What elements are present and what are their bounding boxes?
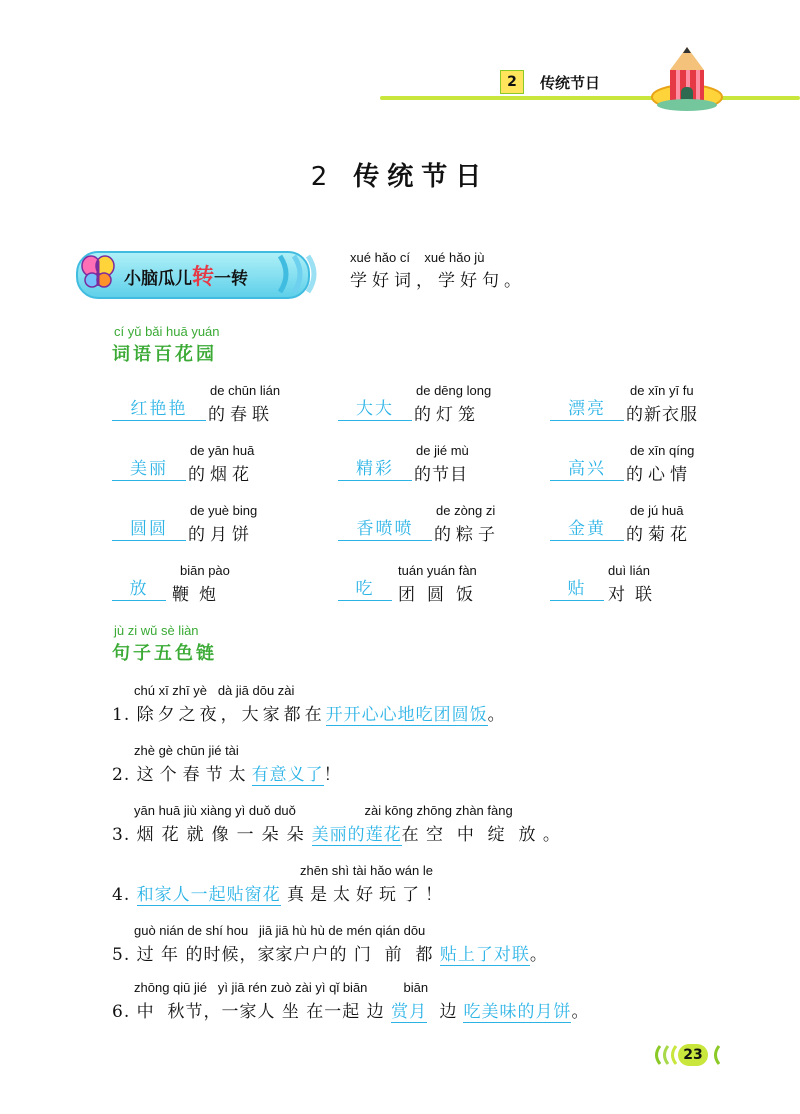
- sentence: [112, 760, 342, 785]
- word-text: 的粽子: [434, 525, 500, 545]
- sentence-end: ！: [323, 765, 342, 785]
- sentence-num: 2.: [112, 765, 131, 785]
- header-lesson-badge: [500, 70, 524, 94]
- word-text: 团圆饭: [398, 585, 485, 605]
- sentence-pinyin: chú xī zhī yè dà jiā dōu zài: [134, 683, 295, 698]
- sentence: [112, 880, 448, 905]
- blank-answer[interactable]: 漂亮: [550, 398, 624, 421]
- sentence-pinyin: yān huā jiù xiàng yì duǒ duǒ zài kōng zhōng zhàn fàng: [134, 803, 513, 818]
- sentence-text: 烟花就像一朵朵: [136, 825, 312, 845]
- section2-title: 句子五色链: [112, 643, 217, 664]
- sentence: [112, 700, 506, 725]
- word-text: 的烟花: [188, 465, 254, 485]
- word-pinyin: duì lián: [608, 563, 650, 578]
- sentence-answer[interactable]: 美丽的莲花: [311, 825, 402, 845]
- word-pinyin: de dēng long: [416, 383, 492, 398]
- word-text: 的节目: [414, 465, 468, 485]
- sentence-end: 。: [487, 705, 506, 725]
- word-pinyin: de jú huā: [630, 503, 684, 518]
- banner-label-right: 一转: [214, 269, 249, 289]
- banner-label-left: 小脑瓜儿: [124, 269, 192, 289]
- pencil-house-logo: [650, 45, 724, 115]
- word-pinyin: de chūn lián: [210, 383, 281, 398]
- page-title-num: 2: [310, 162, 336, 192]
- blank-answer[interactable]: 精彩: [338, 458, 412, 481]
- sentence-pinyin: zhēn shì tài hǎo wán le: [300, 863, 433, 878]
- sentence-answer[interactable]: 吃美味的月饼: [463, 1002, 572, 1022]
- word-pinyin: de yān huā: [190, 443, 255, 458]
- page-number-badge: [678, 1044, 708, 1066]
- sentence-answer[interactable]: 和家人一起贴窗花: [136, 885, 281, 905]
- blank-answer[interactable]: 高兴: [550, 458, 624, 481]
- word-text: 的菊花: [626, 525, 692, 545]
- sentence-end: 在 空 中 绽 放 。: [401, 825, 561, 845]
- word-text: 鞭炮: [172, 585, 226, 605]
- sentence-text: 中 秋节，一家人 坐 在一起 边: [136, 1002, 385, 1022]
- sentence: [112, 940, 548, 965]
- word-pinyin: biān pào: [180, 563, 230, 578]
- page-arcs-left-icon: [650, 1044, 678, 1066]
- sentence-num: 4.: [112, 885, 131, 905]
- sentence-num: 3.: [112, 825, 131, 845]
- word-pinyin: de xīn yī fu: [630, 383, 694, 398]
- sentence-answer[interactable]: 有意义了: [251, 765, 324, 785]
- blank-answer[interactable]: 金黄: [550, 518, 624, 541]
- banner-arc-decoration: [270, 252, 336, 296]
- blank-answer[interactable]: 吃: [338, 578, 392, 601]
- sentence-answer[interactable]: 贴上了对联: [439, 945, 530, 965]
- word-pinyin: de jié mù: [416, 443, 469, 458]
- banner-label-mid: 转: [192, 265, 215, 290]
- blank-answer[interactable]: 红艳艳: [112, 398, 206, 421]
- word-pinyin: de yuè bing: [190, 503, 258, 518]
- word-text: 的春联: [208, 405, 274, 425]
- word-text: 的新衣服: [626, 405, 698, 425]
- word-pinyin: de zòng zi: [436, 503, 496, 518]
- banner-pinyin: xué hǎo cí xué hǎo jù: [350, 250, 485, 265]
- page-title-text: 传统节日: [353, 162, 490, 192]
- section1-title: 词语百花园: [112, 344, 217, 365]
- blank-answer[interactable]: 放: [112, 578, 166, 601]
- section1-pinyin: cí yǔ bǎi huā yuán: [114, 324, 220, 339]
- sentence-text: 边: [439, 1002, 458, 1022]
- blank-answer[interactable]: 香喷喷: [338, 518, 432, 541]
- sentence-end: 。: [529, 945, 548, 965]
- sentence-end: 。: [571, 1002, 590, 1022]
- sentence-answer[interactable]: 赏月: [391, 1002, 428, 1022]
- word-pinyin: tuán yuán fàn: [398, 563, 477, 578]
- blank-answer[interactable]: 大大: [338, 398, 412, 421]
- word-text: 的月饼: [188, 525, 254, 545]
- sentence-pinyin: zhōng qiū jié yì jiā rén zuò zài yì qǐ biān biān: [134, 980, 429, 995]
- header-line: [380, 96, 800, 100]
- header-lesson-title: 传统节日: [540, 74, 601, 92]
- sentence-num: 5.: [112, 945, 131, 965]
- word-text: 对联: [608, 585, 662, 605]
- header-lesson-num: 2: [507, 74, 517, 90]
- sentence: [112, 997, 589, 1022]
- blank-answer[interactable]: 圆圆: [112, 518, 186, 541]
- blank-answer[interactable]: 美丽: [112, 458, 186, 481]
- banner-text: 学好词，学好句。: [350, 271, 526, 291]
- banner-label: [124, 260, 248, 291]
- section2-pinyin: jù zi wǔ sè liàn: [114, 623, 199, 638]
- sentence-num: 6.: [112, 1002, 131, 1022]
- word-text: 的灯笼: [414, 405, 480, 425]
- sentence-pinyin: zhè gè chūn jié tài: [134, 743, 239, 758]
- page-title: [0, 156, 800, 193]
- sentence-num: 1.: [112, 705, 131, 725]
- page-arc-right-icon: [710, 1044, 724, 1066]
- butterfly-icon: [80, 254, 116, 290]
- word-text: 的心情: [626, 465, 692, 485]
- sentence: [112, 820, 561, 845]
- sentence-text: 这个春节太: [136, 765, 252, 785]
- sentence-text: 除夕之夜，大家都在: [136, 705, 326, 725]
- sentence-answer[interactable]: 开开心心地吃团圆饭: [325, 705, 488, 725]
- sentence-pinyin: guò nián de shí hou jiā jiā hù hù de mén qián dōu: [134, 923, 426, 938]
- sentence-text: 过 年 的时候，家家户户的 门 前 都: [136, 945, 434, 965]
- word-pinyin: de xīn qíng: [630, 443, 695, 458]
- page-number: 23: [683, 1047, 703, 1063]
- sentence-end: 真是太好玩了！: [287, 885, 449, 905]
- blank-answer[interactable]: 贴: [550, 578, 604, 601]
